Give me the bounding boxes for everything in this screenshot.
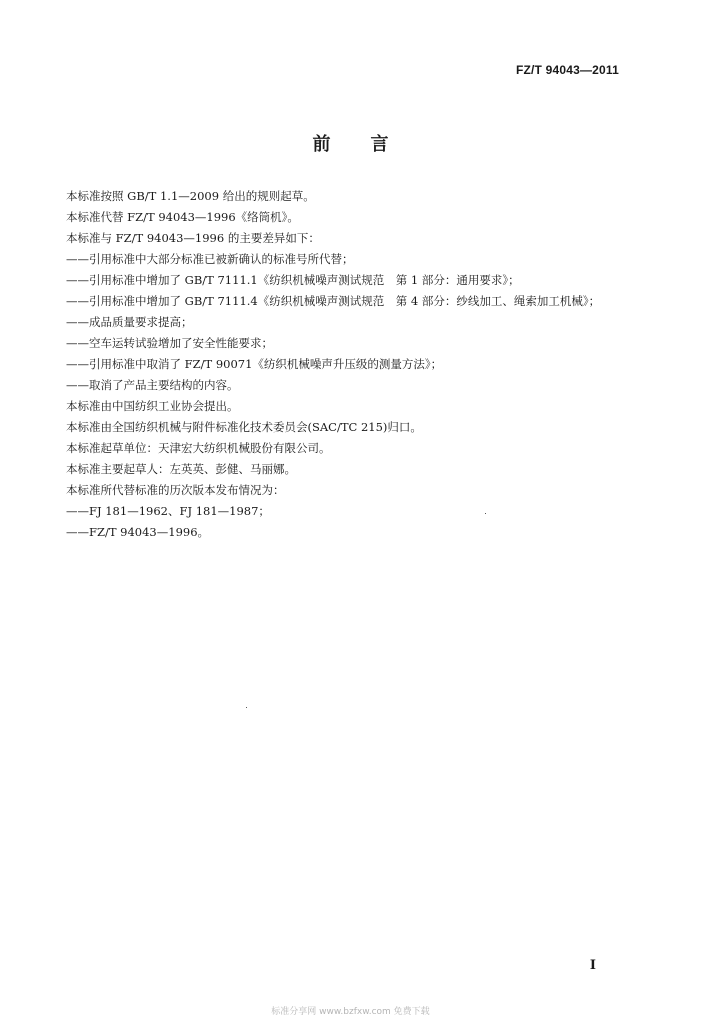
list-item: ——引用标准中增加了 GB/T 7111.4《纺织机械噪声测试规范 第 4 部分：纱线加工、绳索加工机械》； [66,294,601,308]
speck-mark [485,513,486,514]
text-line: 本标准所代替标准的历次版本发布情况为： [66,483,285,497]
text-line: 本标准由全国纺织机械与附件标准化技术委员会(SAC/TC 215)归口。 [66,420,422,434]
list-item: ——引用标准中增加了 GB/T 7111.1《纺织机械噪声测试规范 第 1 部分：通用要求》； [66,273,520,287]
text-line: 本标准由中国纺织工业协会提出。 [66,399,239,413]
foreword-body [66,186,626,543]
list-item: ——引用标准中大部分标准已被新确认的标准号所代替； [66,252,354,266]
list-item: ——取消了产品主要结构的内容。 [66,378,239,392]
text-line: 本标准与 FZ/T 94043—1996 的主要差异如下： [66,231,320,245]
text-line: 本标准按照 GB/T 1.1—2009 给出的规则起草。 [66,189,315,203]
text-line: 本标准起草单位：天津宏大纺织机械股份有限公司。 [66,441,331,455]
text-line: 本标准主要起草人：左英英、彭健、马丽娜。 [66,462,296,476]
list-item: ——FJ 181—1962、FJ 181—1987； [66,504,270,518]
list-item: ——成品质量要求提高； [66,315,193,329]
page-number: I [589,958,596,973]
watermark: 标准分享网 www.bzfxw.com 免费下载 [271,1007,430,1017]
list-item: ——FZ/T 94043—1996。 [66,525,210,539]
speck-mark [246,707,247,708]
standard-number: FZ/T 94043—2011 [515,63,619,77]
list-item: ——引用标准中取消了 FZ/T 90071《纺织机械噪声升压级的测量方法》； [66,357,443,371]
page-title: 前言 [312,134,429,155]
text-line: 本标准代替 FZ/T 94043—1996《络筒机》。 [66,210,299,224]
list-item: ——空车运转试验增加了安全性能要求； [66,336,273,350]
